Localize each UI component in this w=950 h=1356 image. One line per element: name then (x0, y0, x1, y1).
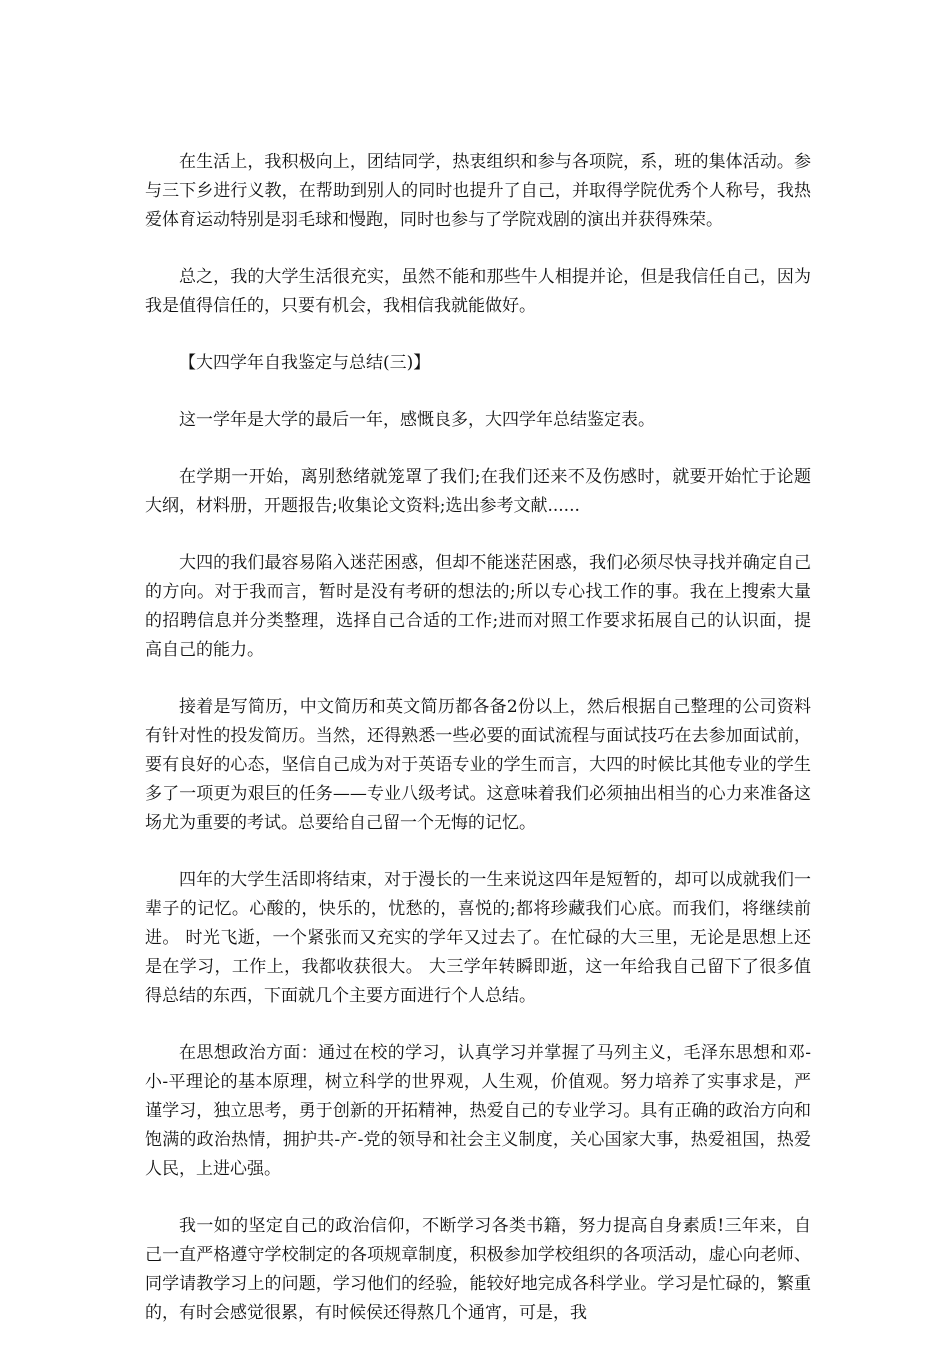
paragraph-political-belief: 我一如的坚定自己的政治信仰，不断学习各类书籍，努力提高自身素质!三年来，自己一直严格遵守学校制定的各项规章制度，积极参加学校组织的各项活动，虚心向老师、同学请教学习上的问题，学习他们的经验，能较好地完成各科学业。学习是忙碌的，繁重的，有时会感觉很累，有时候侯还得熬几个通宵，可是，我 (145, 1216, 811, 1323)
document-body (145, 148, 811, 1356)
paragraph-life: 在生活上，我积极向上，团结同学，热衷组织和参与各项院，系，班的集体活动。参与三下乡进行义教，在帮助到别人的同时也提升了自己，并取得学院优秀个人称号，我热爱体育运动特别是羽毛球和慢跑，同时也参与了学院戏剧的演出并获得殊荣。 (145, 152, 811, 230)
section-heading: 【大四学年自我鉴定与总结(三)】 (179, 353, 431, 373)
paragraph-direction: 大四的我们最容易陷入迷茫困惑，但却不能迷茫困惑，我们必须尽快寻找并确定自己的方向。对于我而言，暂时是没有考研的想法的;所以专心找工作的事。我在上搜索大量的招聘信息并分类整理，选择自己合适的工作;进而对照工作要求拓展自己的认识面，提高自己的能力。 (145, 553, 811, 660)
paragraph-intro: 这一学年是大学的最后一年，感慨良多，大四学年总结鉴定表。 (179, 410, 655, 430)
paragraph-semester-start: 在学期一开始，离别愁绪就笼罩了我们;在我们还来不及伤感时，就要开始忙于论题大纲，材料册，开题报告;收集论文资料;选出参考文献...... (145, 467, 811, 516)
paragraph-summary: 总之，我的大学生活很充实，虽然不能和那些牛人相提并论，但是我信任自己，因为我是值得信任的，只要有机会，我相信我就能做好。 (145, 267, 811, 316)
paragraph-resume: 接着是写简历，中文简历和英文简历都各备2份以上，然后根据自己整理的公司资料有针对性的投发简历。当然，还得熟悉一些必要的面试流程与面试技巧在去参加面试前，要有良好的心态，坚信自己成为对于英语专业的学生而言，大四的时候比其他专业的学生多了一项更为艰巨的任务——专业八级考试。这意味着我们必须抽出相当的心力来准备这场尤为重要的考试。总要给自己留一个无悔的记忆。 (145, 697, 811, 833)
paragraph-political-thought: 在思想政治方面：通过在校的学习，认真学习并掌握了马列主义，毛泽东思想和邓-小-平理论的基本原理，树立科学的世界观，人生观，价值观。努力培养了实事求是，严谨学习，独立思考，勇于创新的开拓精神，热爱自己的专业学习。具有正确的政治方向和饱满的政治热情，拥护共-产-党的领导和社会主义制度，关心国家大事，热爱祖国，热爱人民，上进心强。 (145, 1043, 811, 1179)
paragraph-four-years: 四年的大学生活即将结束，对于漫长的一生来说这四年是短暂的，却可以成就我们一辈子的记忆。心酸的，快乐的，忧愁的，喜悦的;都将珍藏我们心底。而我们，将继续前进。 时光飞逝，一个紧张而又充实的学年又过去了。在忙碌的大三里，无论是思想上还是在学习，工作上，我都收获很大。 大三学年转瞬即逝，这一年给我自己留下了很多值得总结的东西，下面就几个主要方面进行个人总结。 (145, 870, 811, 1006)
